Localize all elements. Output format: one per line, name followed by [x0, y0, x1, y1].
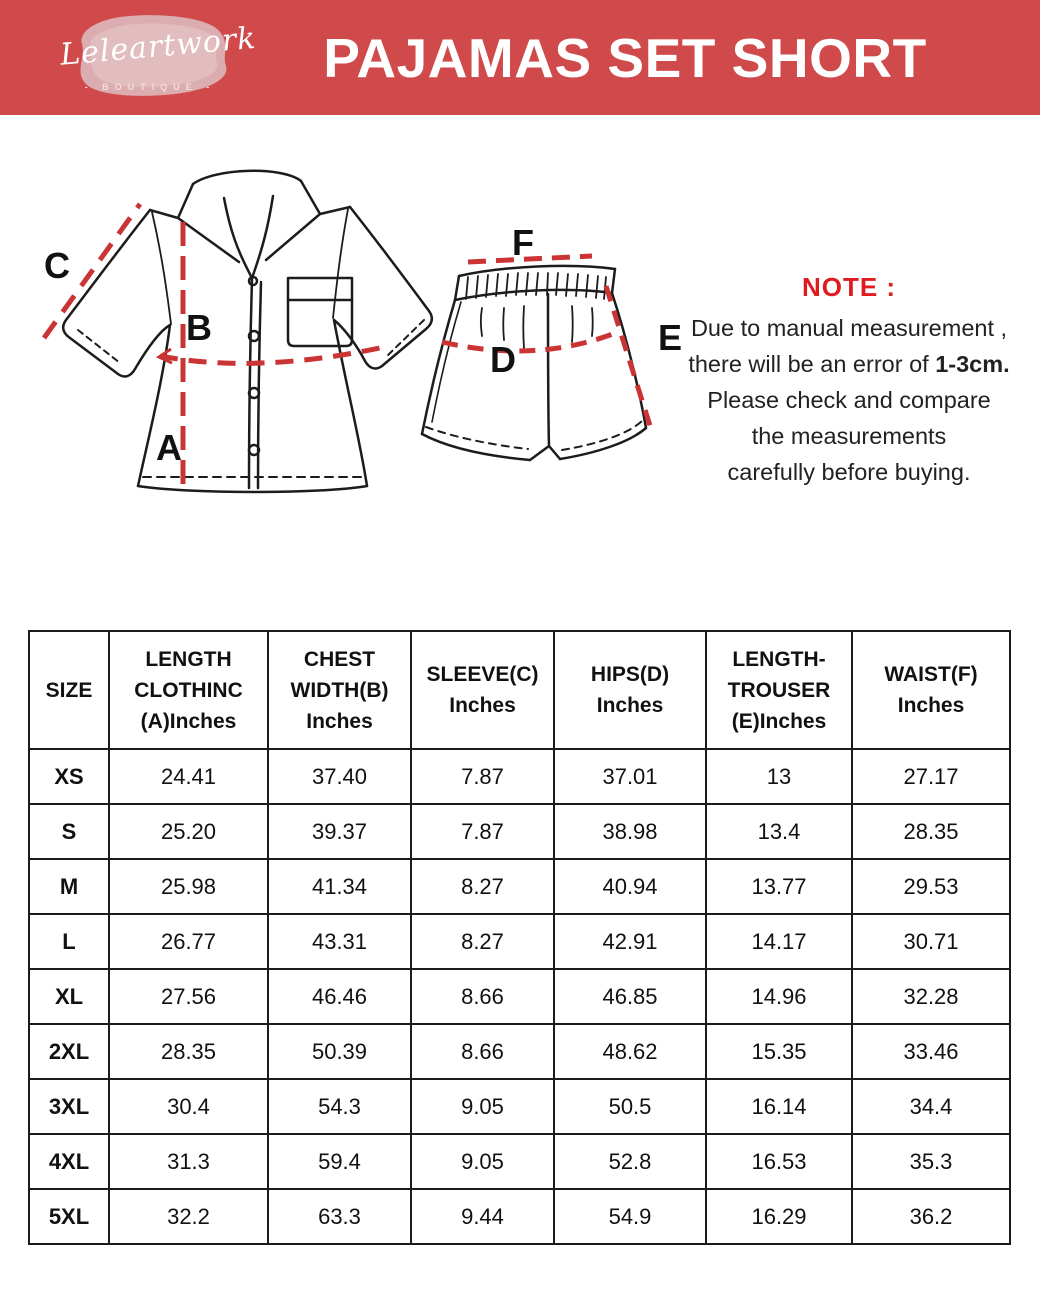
- page-title: PAJAMAS SET SHORT: [323, 26, 927, 89]
- value-cell: 39.37: [268, 804, 411, 859]
- value-cell: 16.29: [706, 1189, 852, 1244]
- value-cell: 28.35: [852, 804, 1010, 859]
- value-cell: 34.4: [852, 1079, 1010, 1134]
- size-cell: 4XL: [29, 1134, 109, 1189]
- size-cell: 3XL: [29, 1079, 109, 1134]
- note-line-3: Please check and compare: [707, 387, 991, 413]
- value-cell: 7.87: [411, 804, 554, 859]
- value-cell: 25.98: [109, 859, 268, 914]
- value-cell: 27.17: [852, 749, 1010, 804]
- value-cell: 8.27: [411, 914, 554, 969]
- note-line-2: there will be an error of 1-3cm.: [688, 351, 1010, 377]
- value-cell: 24.41: [109, 749, 268, 804]
- table-row: [29, 1189, 1010, 1244]
- size-table: [28, 630, 1011, 1245]
- note-block: [660, 272, 1038, 490]
- value-cell: 31.3: [109, 1134, 268, 1189]
- table-row: [29, 914, 1010, 969]
- measurement-label-c: C: [44, 245, 70, 286]
- note-line-1: Due to manual measurement ,: [690, 315, 1008, 341]
- trouser-length-measure-line-e: [606, 286, 652, 432]
- shorts-diagram: [402, 224, 702, 480]
- value-cell: 46.85: [554, 969, 706, 1024]
- value-cell: 32.28: [852, 969, 1010, 1024]
- column-header: CHEST WIDTH(B) Inches: [268, 631, 411, 749]
- table-row: [29, 1079, 1010, 1134]
- column-header: LENGTH- TROUSER (E)Inches: [706, 631, 852, 749]
- size-cell: 5XL: [29, 1189, 109, 1244]
- table-body: [29, 749, 1010, 1244]
- value-cell: 16.14: [706, 1079, 852, 1134]
- value-cell: 7.87: [411, 749, 554, 804]
- shirt-diagram: [30, 160, 460, 508]
- column-header: HIPS(D) Inches: [554, 631, 706, 749]
- value-cell: 13: [706, 749, 852, 804]
- header-banner: [0, 0, 1040, 115]
- measurement-label-d: D: [490, 339, 516, 380]
- table-header-row: [29, 631, 1010, 749]
- value-cell: 8.27: [411, 859, 554, 914]
- brand-logo: [58, 6, 258, 110]
- table-row: [29, 1134, 1010, 1189]
- measurement-label-f: F: [512, 224, 534, 263]
- value-cell: 32.2: [109, 1189, 268, 1244]
- column-header: SLEEVE(C) Inches: [411, 631, 554, 749]
- size-cell: S: [29, 804, 109, 859]
- size-cell: XL: [29, 969, 109, 1024]
- value-cell: 54.3: [268, 1079, 411, 1134]
- value-cell: 30.4: [109, 1079, 268, 1134]
- value-cell: 43.31: [268, 914, 411, 969]
- value-cell: 59.4: [268, 1134, 411, 1189]
- value-cell: 9.44: [411, 1189, 554, 1244]
- measurement-label-a: A: [156, 427, 182, 468]
- measurement-label-b: B: [186, 307, 212, 348]
- size-cell: M: [29, 859, 109, 914]
- value-cell: 9.05: [411, 1079, 554, 1134]
- size-cell: XS: [29, 749, 109, 804]
- value-cell: 8.66: [411, 969, 554, 1024]
- value-cell: 52.8: [554, 1134, 706, 1189]
- value-cell: 13.77: [706, 859, 852, 914]
- value-cell: 14.96: [706, 969, 852, 1024]
- brand-name: Leleartwork: [58, 20, 258, 73]
- value-cell: 16.53: [706, 1134, 852, 1189]
- value-cell: 35.3: [852, 1134, 1010, 1189]
- table-row: [29, 1024, 1010, 1079]
- value-cell: 38.98: [554, 804, 706, 859]
- value-cell: 29.53: [852, 859, 1010, 914]
- value-cell: 63.3: [268, 1189, 411, 1244]
- value-cell: 48.62: [554, 1024, 706, 1079]
- value-cell: 37.40: [268, 749, 411, 804]
- note-line-4: the measurements: [751, 423, 947, 449]
- value-cell: 25.20: [109, 804, 268, 859]
- note-heading: NOTE :: [801, 272, 897, 302]
- measurement-label-e: E: [658, 317, 683, 358]
- value-cell: 28.35: [109, 1024, 268, 1079]
- size-cell: 2XL: [29, 1024, 109, 1079]
- brand-subtext: - BOUTIQUE -: [84, 82, 216, 92]
- value-cell: 46.46: [268, 969, 411, 1024]
- value-cell: 15.35: [706, 1024, 852, 1079]
- value-cell: 54.9: [554, 1189, 706, 1244]
- value-cell: 13.4: [706, 804, 852, 859]
- value-cell: 14.17: [706, 914, 852, 969]
- value-cell: 9.05: [411, 1134, 554, 1189]
- size-cell: L: [29, 914, 109, 969]
- value-cell: 36.2: [852, 1189, 1010, 1244]
- chest-measure-line-b: [160, 348, 380, 363]
- value-cell: 33.46: [852, 1024, 1010, 1079]
- value-cell: 37.01: [554, 749, 706, 804]
- value-cell: 40.94: [554, 859, 706, 914]
- value-cell: 27.56: [109, 969, 268, 1024]
- value-cell: 26.77: [109, 914, 268, 969]
- table-row: [29, 859, 1010, 914]
- value-cell: 8.66: [411, 1024, 554, 1079]
- column-header: WAIST(F) Inches: [852, 631, 1010, 749]
- table-row: [29, 804, 1010, 859]
- table-row: [29, 969, 1010, 1024]
- note-line-5: carefully before buying.: [727, 459, 971, 485]
- column-header: LENGTH CLOTHINC (A)Inches: [109, 631, 268, 749]
- value-cell: 30.71: [852, 914, 1010, 969]
- column-header: SIZE: [29, 631, 109, 749]
- value-cell: 50.5: [554, 1079, 706, 1134]
- table-row: [29, 749, 1010, 804]
- value-cell: 41.34: [268, 859, 411, 914]
- value-cell: 50.39: [268, 1024, 411, 1079]
- value-cell: 42.91: [554, 914, 706, 969]
